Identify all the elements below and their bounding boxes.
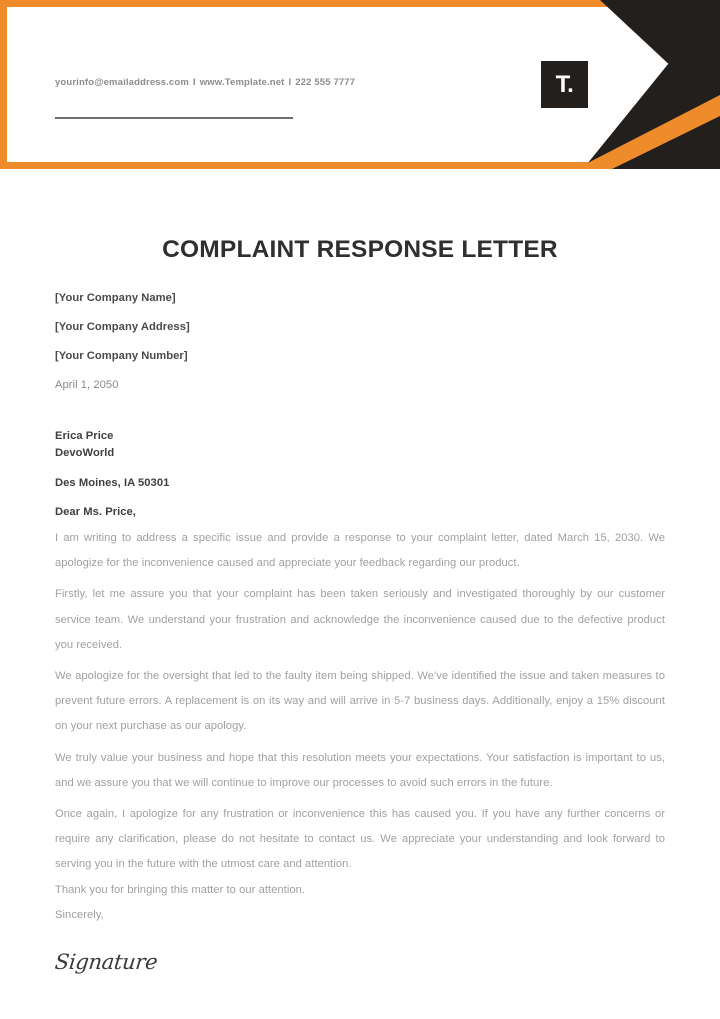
contact-email: yourinfo@emailaddress.com xyxy=(55,77,189,88)
recipient-name: Erica Price xyxy=(55,430,114,442)
sender-block xyxy=(55,292,665,391)
recipient-block xyxy=(55,430,665,489)
header-divider-rule xyxy=(55,117,293,119)
sender-company-address: [Your Company Address] xyxy=(55,321,190,333)
body-paragraph-3: We apologize for the oversight that led to the faulty item being shipped. We've identified the issue and taken measures to prevent future errors. A replacement is on its way and will arrive in 5-7 business days. Additionally, enjoy a 15% discount on your next purchase as our apology. xyxy=(55,670,665,733)
salutation: Dear Ms. Price, xyxy=(55,506,136,518)
contact-separator-2: I xyxy=(288,77,292,88)
body-paragraph-5: Once again, I apologize for any frustration or inconvenience this has caused you. If you have any further concerns or require any clarification, please do not hesitate to contact us. We appreciate your understanding and look forward to serving you in the future with the utmost care and attention. xyxy=(55,808,665,871)
contact-website: www.Template.net xyxy=(199,77,285,88)
body-paragraph-4: We truly value your business and hope that this resolution meets your expectations. Your satisfaction is important to us, and we assure you that we will continue to improve our processes to avoid such errors in the future. xyxy=(55,751,665,789)
sender-company-name: [Your Company Name] xyxy=(55,292,176,304)
letterhead xyxy=(0,0,720,169)
closing-line: Sincerely, xyxy=(55,908,104,921)
header-contact-line xyxy=(55,77,355,88)
body-paragraph-2: Firstly, let me assure you that your complaint has been taken seriously and investigated thoroughly by our customer service team. We understand your frustration and acknowledge the inconvenience caused due to the defective product you received. xyxy=(55,588,665,651)
thanks-line: Thank you for bringing this matter to our attention. xyxy=(55,883,306,896)
signature: Signature xyxy=(53,950,159,975)
sender-company-number: [Your Company Number] xyxy=(55,350,188,362)
body-paragraph-1: I am writing to address a specific issue and provide a response to your complaint letter, dated March 15, 2030. We apologize for the inconvenience caused and appreciate your feedback regarding our product. xyxy=(55,532,665,570)
page-title: COMPLAINT RESPONSE LETTER xyxy=(162,236,558,263)
logo-letter: T. xyxy=(555,70,574,98)
contact-phone: 222 555 7777 xyxy=(295,77,356,88)
recipient-organization: DevoWorld xyxy=(55,447,115,459)
letter-body xyxy=(0,169,720,974)
template-t-logo xyxy=(541,61,588,108)
contact-separator-1: I xyxy=(192,77,196,88)
recipient-address: Des Moines, IA 50301 xyxy=(55,477,170,489)
letter-date: April 1, 2050 xyxy=(55,379,119,391)
